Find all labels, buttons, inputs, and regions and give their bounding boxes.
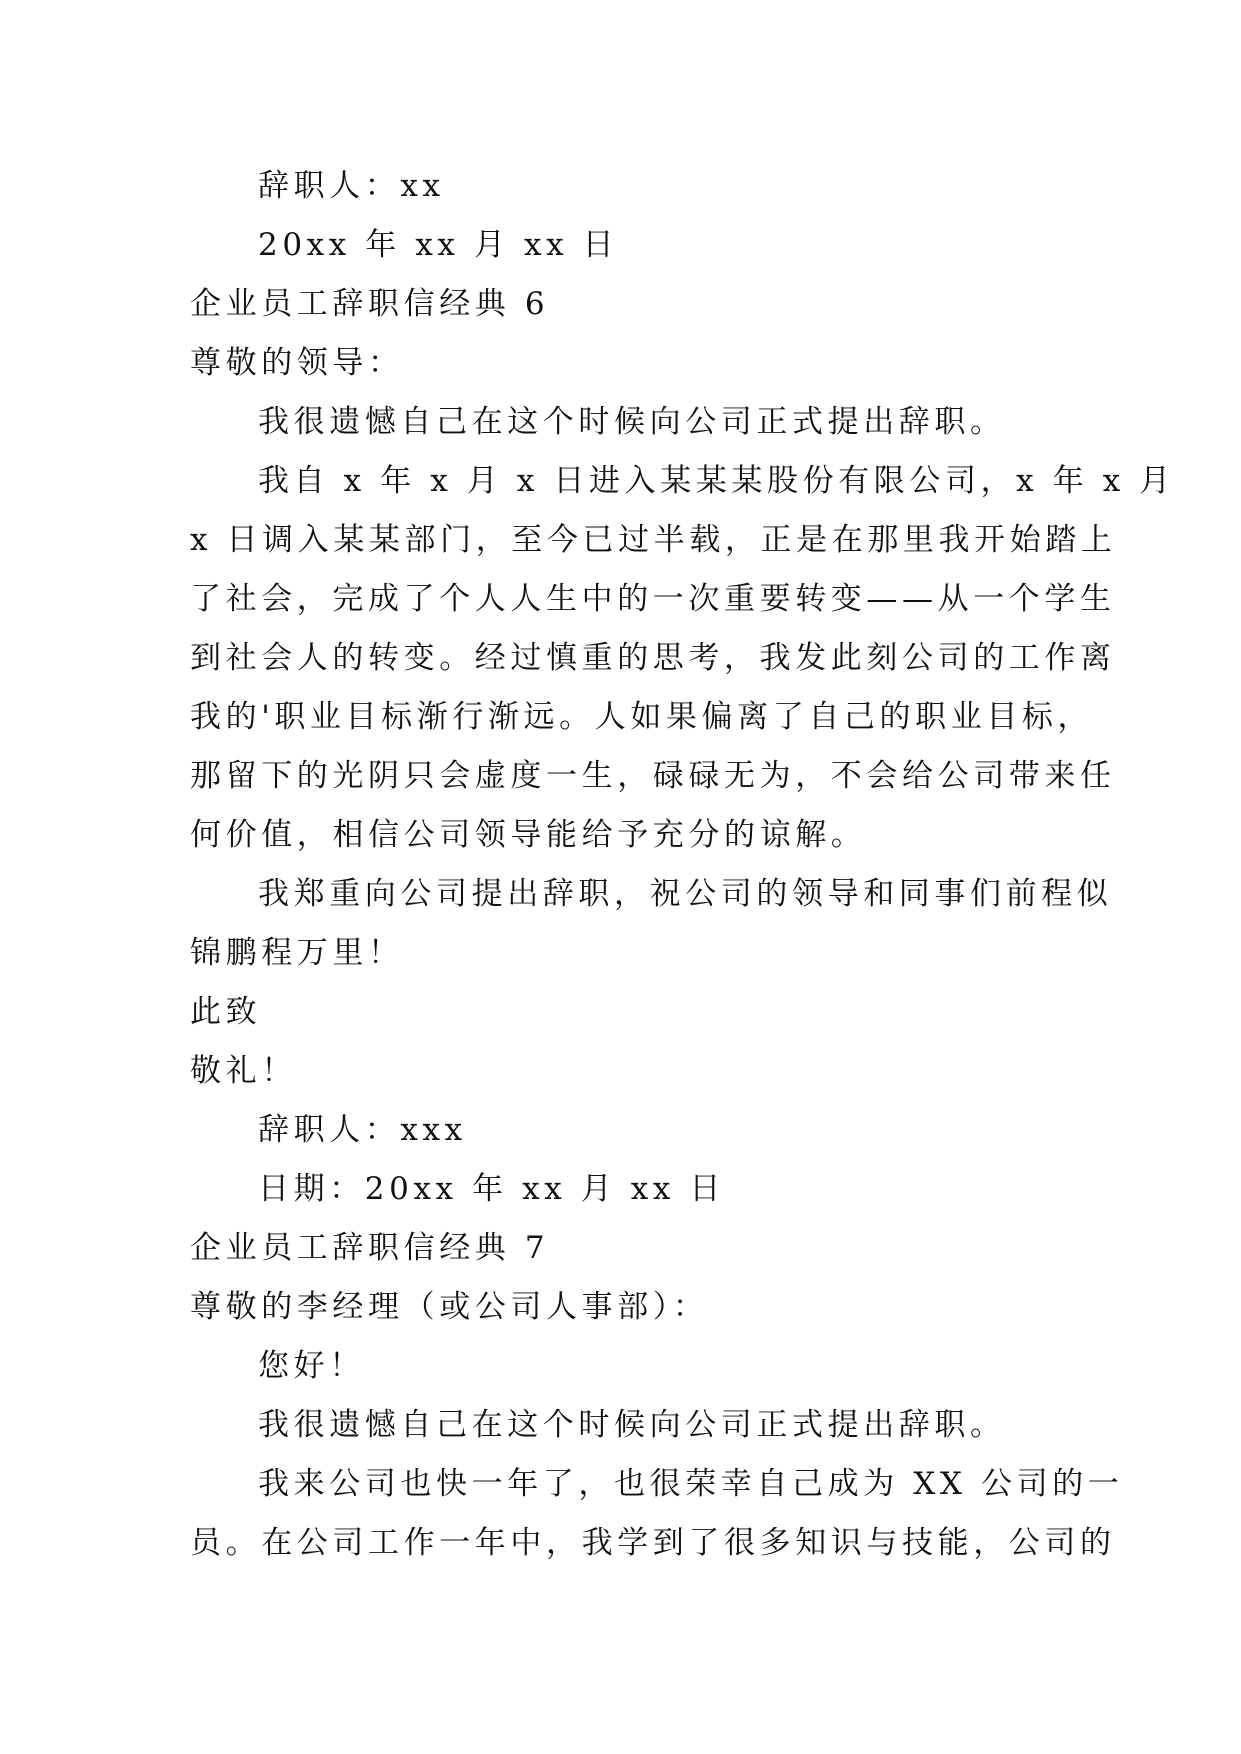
paragraph-line: 我来公司也快一年了，也很荣幸自己成为 XX 公司的一	[258, 1466, 1124, 1502]
closing-line: 此致	[190, 994, 262, 1030]
date-line: 日期：20xx 年 xx 月 xx 日	[258, 1171, 726, 1207]
section-title-7: 企业员工辞职信经典 7	[190, 1230, 550, 1266]
greeting-line: 您好！	[258, 1348, 365, 1384]
paragraph-line: 了社会，完成了个人人生中的一次重要转变——从一个学生	[190, 581, 1116, 617]
paragraph-line: 员。在公司工作一年中，我学到了很多知识与技能，公司的	[190, 1525, 1116, 1561]
paragraph-line: 我的'职业目标渐行渐远。人如果偏离了自己的职业目标，	[190, 699, 1094, 735]
signer-line: 辞职人：xx	[258, 168, 445, 204]
salutation-line: 尊敬的领导：	[190, 345, 404, 381]
paragraph-line: 我自 x 年 x 月 x 日进入某某某股份有限公司，x 年 x 月	[258, 463, 1175, 499]
section-title-6: 企业员工辞职信经典 6	[190, 286, 550, 322]
paragraph-line: 我很遗憾自己在这个时候向公司正式提出辞职。	[258, 1407, 1006, 1443]
paragraph-line: 我很遗憾自己在这个时候向公司正式提出辞职。	[258, 404, 1006, 440]
date-line: 20xx 年 xx 月 xx 日	[258, 227, 619, 263]
paragraph-line: 到社会人的转变。经过慎重的思考，我发此刻公司的工作离	[190, 640, 1116, 676]
closing-line: 敬礼！	[190, 1053, 297, 1089]
signer-line: 辞职人：xxx	[258, 1112, 467, 1148]
salutation-line: 尊敬的李经理（或公司人事部）：	[190, 1289, 709, 1325]
paragraph-line: 锦鹏程万里！	[190, 935, 404, 971]
paragraph-line: x 日调入某某部门，至今已过半载，正是在那里我开始踏上	[190, 522, 1117, 558]
paragraph-line: 那留下的光阴只会虚度一生，碌碌无为，不会给公司带来任	[190, 758, 1116, 794]
paragraph-line: 我郑重向公司提出辞职，祝公司的领导和同事们前程似	[258, 876, 1113, 912]
paragraph-line: 何价值，相信公司领导能给予充分的谅解。	[190, 817, 867, 853]
